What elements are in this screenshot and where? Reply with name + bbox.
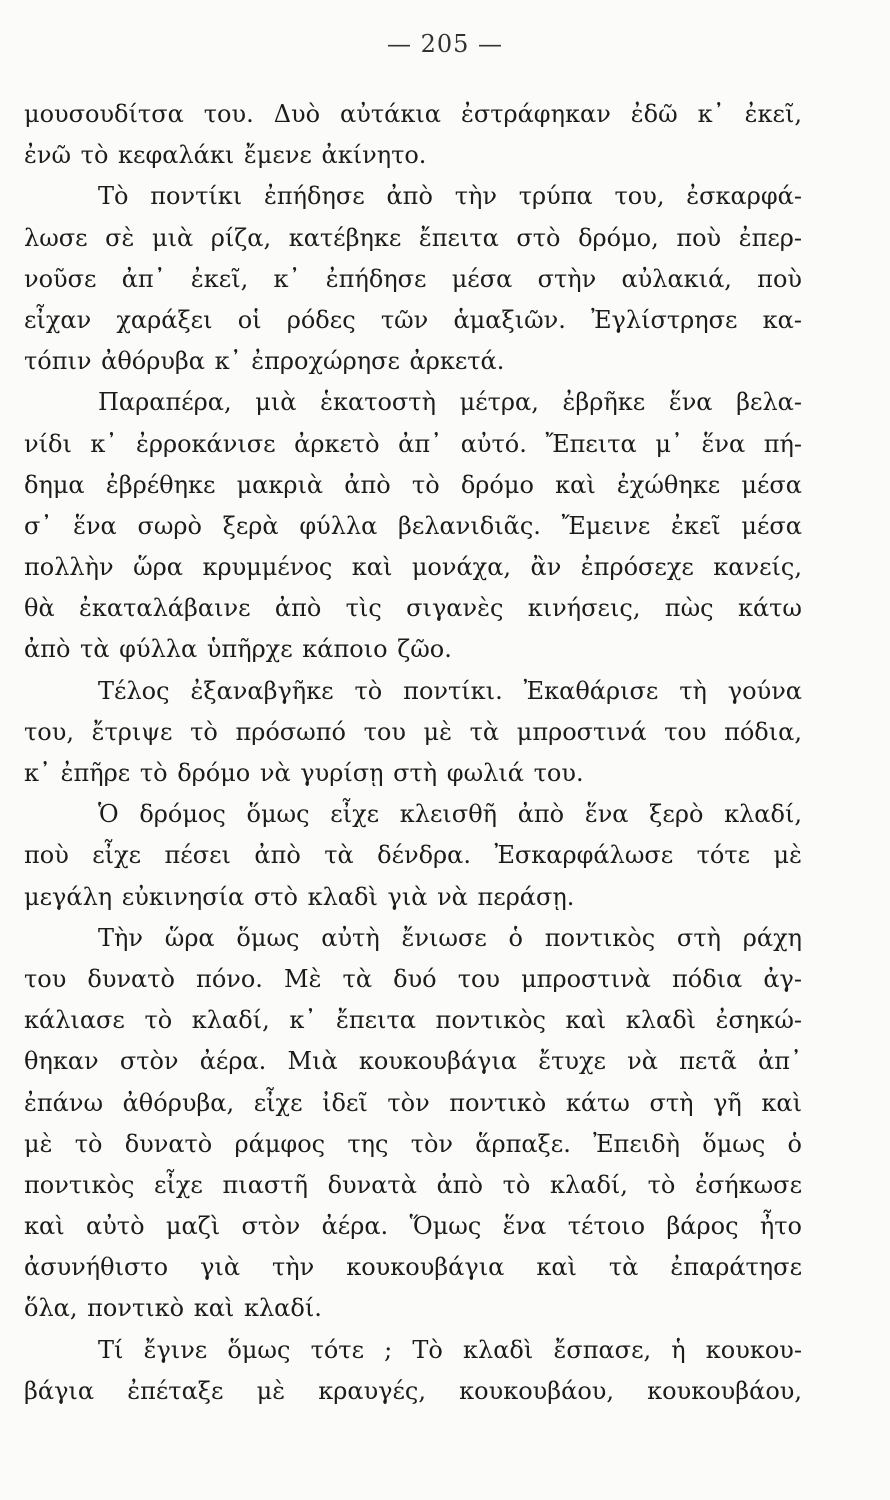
text-line: τόπιν ἀθόρυβα κ᾽ ἐπροχώρησε ἀρκετά. xyxy=(24,347,505,376)
text-line: ἐνῶ τὸ κεφαλάκι ἔμενε ἀκίνητο. xyxy=(24,141,427,170)
text-line: ἀσυνήθιστο γιὰ τὴν κουκουβάγια καὶ τὰ ἐπαράτησε xyxy=(24,1253,802,1282)
text-line: ἀπὸ τὰ φύλλα ὑπῆρχε κάποιο ζῶο. xyxy=(24,635,452,664)
text-line: ἐπάνω ἀθόρυβα, εἶχε ἰδεῖ τὸν ποντικὸ κάτω στὴ γῆ καὶ xyxy=(24,1088,802,1117)
paragraph-start-line: Παραπέρα, μιὰ ἑκατοστὴ μέτρα, ἐβρῆκε ἕνα βελα- xyxy=(98,388,802,417)
text-line: δημα ἐβρέθηκε μακριὰ ἀπὸ τὸ δρόμο καὶ ἐχώθηκε μέσα xyxy=(24,470,802,499)
text-line: μουσουδίτσα του. Δυὸ αὐτάκια ἐστράφηκαν ἐδῶ κ᾽ ἐκεῖ, xyxy=(24,100,802,128)
text-line: νίδι κ᾽ ἐρροκάνισε ἀρκετὸ ἀπ᾽ αὐτό. Ἔπειτα μ᾽ ἕνα πή- xyxy=(24,429,802,458)
text-line: μὲ τὸ δυνατὸ ράμφος της τὸν ἅρπαξε. Ἐπειδὴ ὅμως ὁ xyxy=(24,1129,802,1158)
text-line: κάλιασε τὸ κλαδί, κ᾽ ἔπειτα ποντικὸς καὶ κλαδὶ ἐσηκώ- xyxy=(24,1006,802,1035)
text-line: εἶχαν χαράξει οἱ ρόδες τῶν ἁμαξιῶν. Ἐγλίστρησε κα- xyxy=(24,305,802,334)
paragraph-start-line: Ὁ δρόμος ὅμως εἶχε κλεισθῆ ἀπὸ ἕνα ξερὸ κλαδί, xyxy=(98,800,802,829)
text-line: ὅλα, ποντικὸ καὶ κλαδί. xyxy=(24,1294,322,1323)
paragraph-start-line: Τὴν ὥρα ὅμως αὐτὴ ἔνιωσε ὁ ποντικὸς στὴ ράχη xyxy=(98,923,802,952)
text-line: λωσε σὲ μιὰ ρίζα, κατέβηκε ἔπειτα στὸ δρόμο, ποὺ ἐπερ- xyxy=(24,223,802,252)
text-line: θηκαν στὸν ἀέρα. Μιὰ κουκουβάγια ἔτυχε νὰ πετᾶ ἀπ᾽ xyxy=(24,1047,802,1076)
text-line: θὰ ἐκαταλάβαινε ἀπὸ τὶς σιγανὲς κινήσεις, πὼς κάτω xyxy=(24,594,802,623)
paragraph-start-line: Τὸ ποντίκι ἐπήδησε ἀπὸ τὴν τρύπα του, ἐσκαρφά- xyxy=(98,182,802,211)
text-line: ποὺ εἶχε πέσει ἀπὸ τὰ δένδρα. Ἐσκαρφάλωσε τότε μὲ xyxy=(24,841,802,870)
page-number: — 205 — xyxy=(386,30,504,58)
text-line: του, ἔτριψε τὸ πρόσωπό του μὲ τὰ μπροστινά του πόδια, xyxy=(24,717,802,746)
text-line: κ᾽ ἐπῆρε τὸ δρόμο νὰ γυρίσῃ στὴ φωλιά του. xyxy=(24,759,584,787)
text-line: νοῦσε ἀπ᾽ ἐκεῖ, κ᾽ ἐπήδησε μέσα στὴν αὐλακιά, ποὺ xyxy=(24,264,802,293)
text-line: του δυνατὸ πόνο. Μὲ τὰ δυό του μπροστινὰ πόδια ἀγ- xyxy=(24,964,802,993)
body-text xyxy=(24,94,802,1412)
text-line: μεγάλη εὐκινησία στὸ κλαδὶ γιὰ νὰ περάσῃ. xyxy=(24,882,575,911)
paragraph-start-line: Τέλος ἐξαναβγῆκε τὸ ποντίκι. Ἐκαθάρισε τὴ γούνα xyxy=(98,676,802,705)
text-line: καὶ αὐτὸ μαζὶ στὸν ἀέρα. Ὅμως ἕνα τέτοιο βάρος ἦτο xyxy=(24,1212,802,1241)
text-line: σ᾽ ἕνα σωρὸ ξερὰ φύλλα βελανιδιᾶς. Ἔμεινε ἐκεῖ μέσα xyxy=(24,511,802,540)
text-line: βάγια ἐπέταξε μὲ κραυγές, κουκουβάου, κουκουβάου, xyxy=(24,1376,802,1405)
text-line: πολλὴν ὥρα κρυμμένος καὶ μονάχα, ἂν ἐπρόσεχε κανείς, xyxy=(24,553,802,582)
text-line: ποντικὸς εἶχε πιαστῆ δυνατὰ ἀπὸ τὸ κλαδί, τὸ ἐσήκωσε xyxy=(24,1170,802,1199)
paragraph-start-line: Τί ἔγινε ὅμως τότε ; Τὸ κλαδὶ ἔσπασε, ἡ κουκου- xyxy=(98,1335,802,1364)
